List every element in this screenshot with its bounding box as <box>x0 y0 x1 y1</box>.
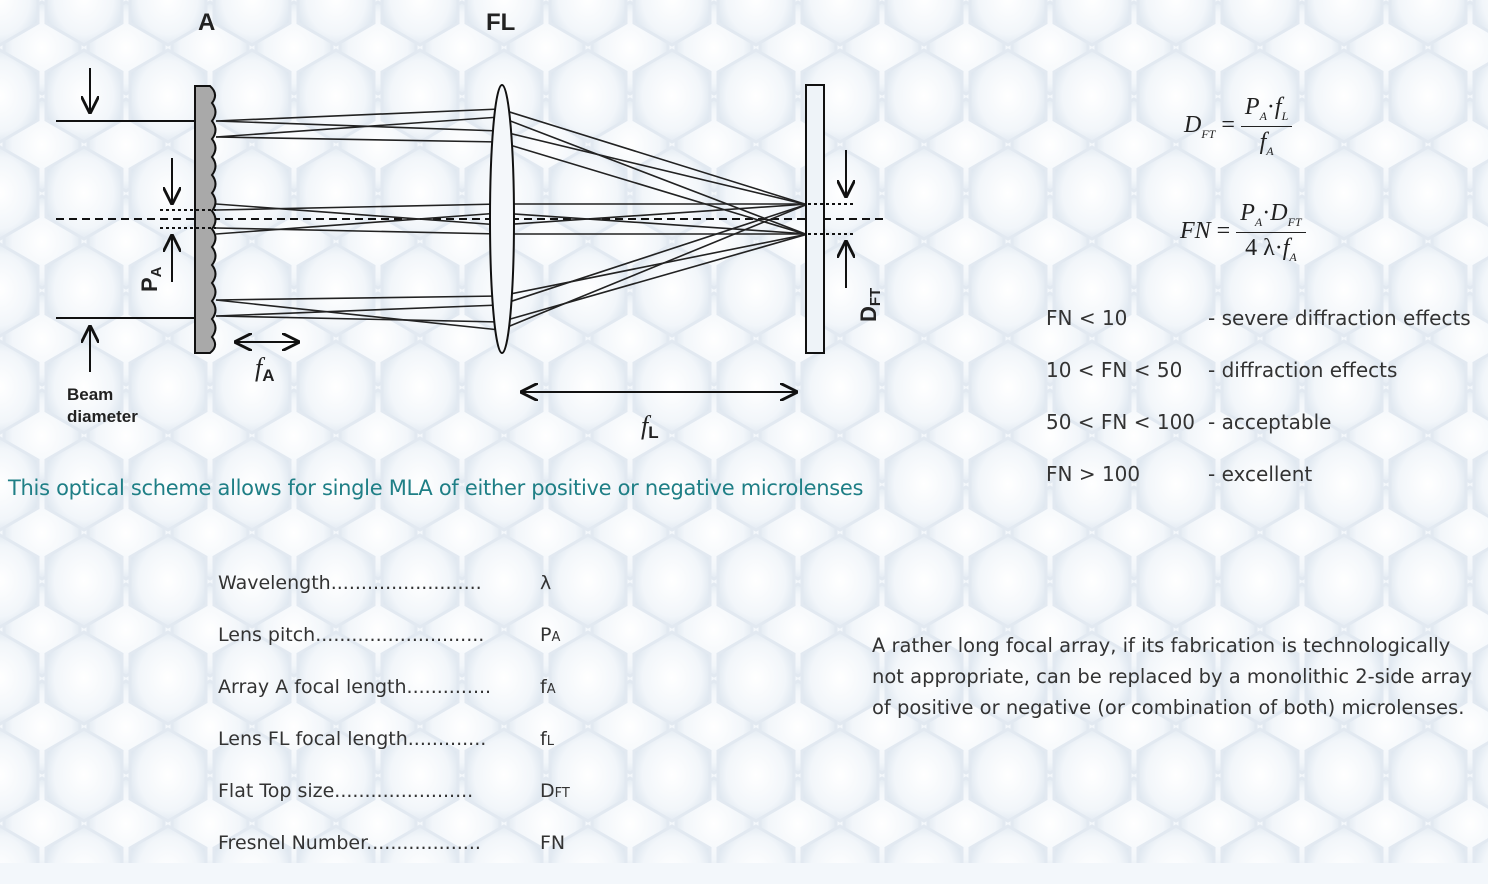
parameter-symbol: FN <box>540 832 566 854</box>
fn-description: - acceptable <box>1208 410 1332 434</box>
formula-fn-lhs: FN <box>1180 217 1211 244</box>
parameter-symbol: fL <box>540 728 554 750</box>
fn-condition: FN < 10 <box>1046 306 1128 330</box>
formula-dft-lhs: $D_{FT}$ <box>1184 111 1216 141</box>
focal-plane-screen <box>806 85 824 353</box>
beam-label-line1: Beam <box>67 385 114 404</box>
parameter-name: Lens FL focal length............. <box>218 728 487 750</box>
focusing-lens <box>490 85 514 353</box>
monolithic-array-note: A rather long focal array, if its fabrication is technologically not appropriate, can be replaced by a monolithic 2-side array of positive or negative (or combination of both) microlenses. <box>872 634 1472 719</box>
optical-diagram <box>0 0 900 470</box>
fn-description: - severe diffraction effects <box>1208 306 1471 330</box>
parameter-name: Fresnel Number................... <box>218 832 481 854</box>
formula-dft: $D_{FT}$ = $\frac{P_A\cdot f_L}{f_A}$ <box>1184 94 1292 159</box>
pitch-label <box>137 266 165 292</box>
parameter-symbol: fA <box>540 676 556 698</box>
svg-text:DFT: DFT <box>856 287 884 322</box>
fn-condition: 50 < FN < 100 <box>1046 410 1196 434</box>
parameter-symbol: PA <box>540 624 561 646</box>
formula-dft-fraction: $\frac{P_A\cdot f_L}{f_A}$ <box>1241 94 1292 159</box>
beam-label-line2: diameter <box>67 407 138 426</box>
fn-condition: 10 < FN < 50 <box>1046 358 1183 382</box>
svg-text:PA: PA <box>137 266 165 292</box>
fl-label: fL <box>641 411 659 442</box>
dft-label <box>856 288 884 322</box>
parameter-name: Flat Top size....................... <box>218 780 474 802</box>
array-label: A <box>198 9 216 36</box>
parameter-name: Wavelength......................... <box>218 572 482 594</box>
formula-fn-fraction: $\frac{P_A\cdot D_{FT}}{4 \lambda\cdot f_A}$ <box>1236 200 1305 265</box>
formula-fn: FN = $\frac{P_A\cdot D_{FT}}{4 \lambda\cdot f_A}$ <box>1180 200 1306 265</box>
fn-condition: FN > 100 <box>1046 462 1141 486</box>
parameter-name: Lens pitch............................ <box>218 624 485 646</box>
fa-label: fA <box>255 353 275 385</box>
fn-description: - excellent <box>1208 462 1313 486</box>
parameter-name: Array A focal length.............. <box>218 676 492 698</box>
lens-label: FL <box>486 9 516 36</box>
fn-description: - diffraction effects <box>1208 358 1398 382</box>
parameter-symbol: λ <box>540 572 552 594</box>
scheme-caption: This optical scheme allows for single MLA of either positive or negative microlenses <box>8 476 864 500</box>
microlens-array <box>195 86 216 353</box>
parameter-symbol: DFT <box>540 780 570 802</box>
